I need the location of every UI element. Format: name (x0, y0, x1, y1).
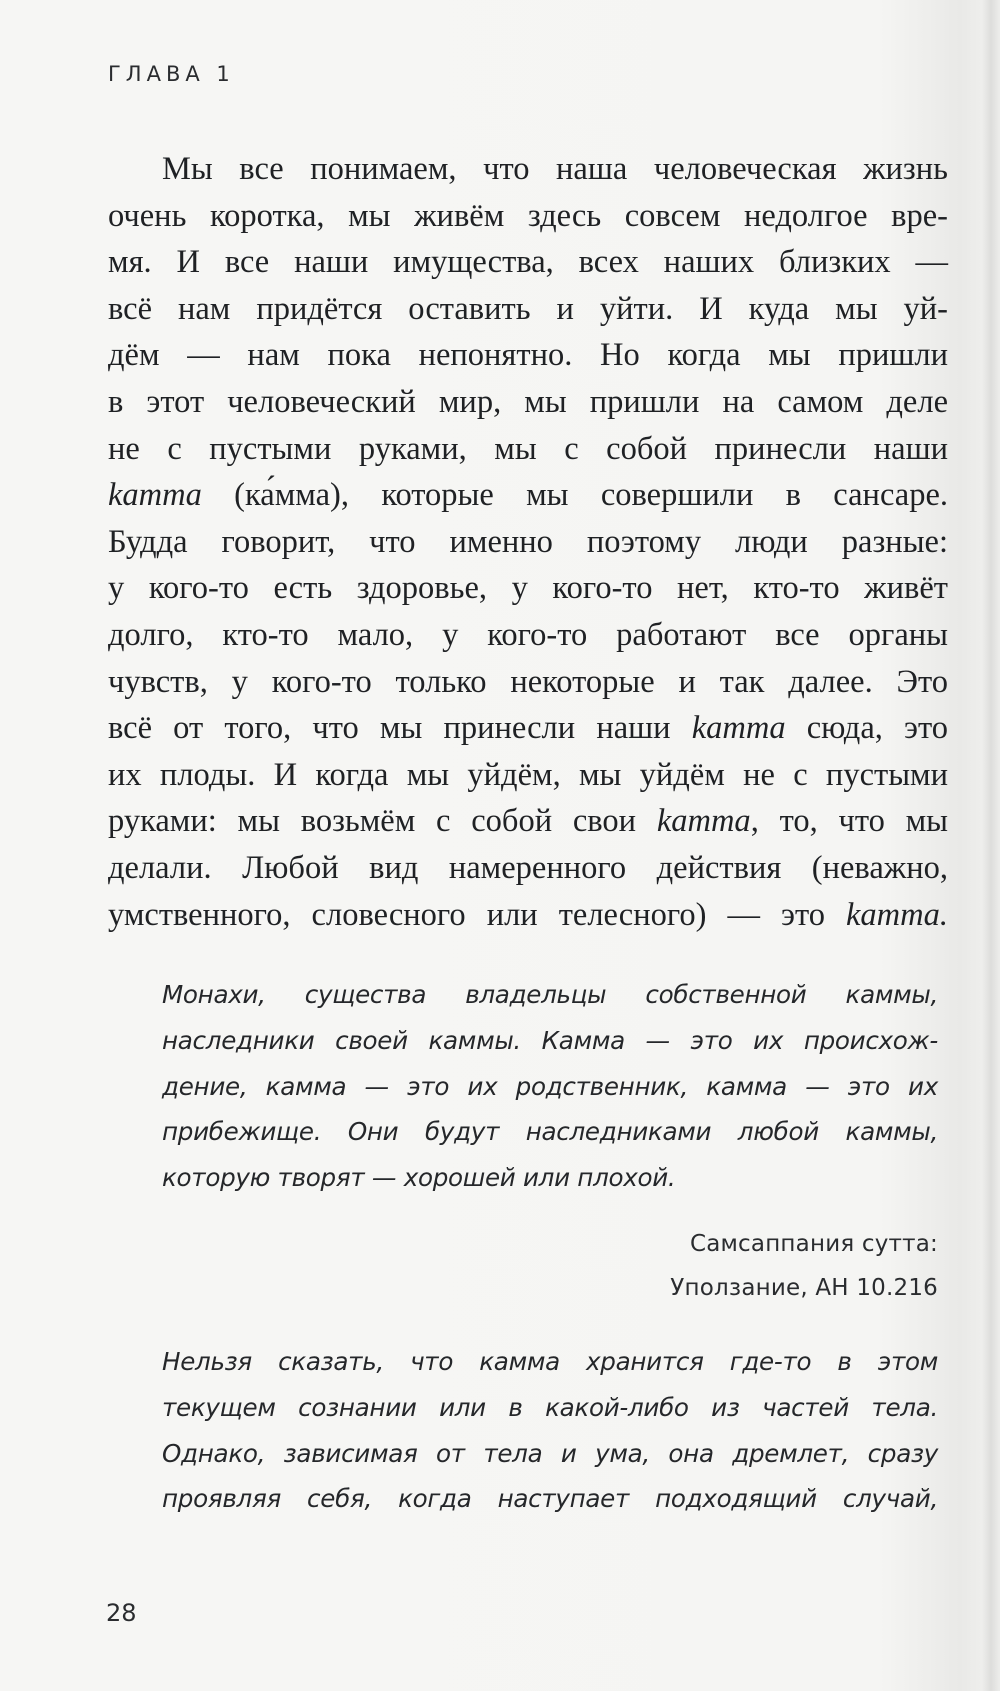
term-kamma: kamma. (846, 896, 948, 933)
body-line: их плоды. И когда мы уйдём, мы уйдём не с пустыми (108, 756, 948, 793)
body-line-text: руками: мы возьмём с собой свои (108, 803, 657, 840)
quote-line: наследники своей каммы. Камма — это их происхож- (162, 1025, 938, 1055)
body-line-text: сюда, это (785, 710, 948, 747)
attribution-line: Самсаппания сутта: (689, 1231, 938, 1257)
running-head: ГЛАВА 1 (108, 62, 235, 86)
body-line (108, 892, 948, 939)
body-line-text: , то, что мы (750, 803, 949, 840)
term-kamma: kamma (656, 803, 751, 840)
body-line: дём — нам пока непонятно. Но когда мы пришли (108, 337, 948, 374)
term-kamma: kamma (691, 710, 786, 747)
quote-attribution (670, 1222, 938, 1310)
body-line-text: умственного, словесного или телесного) — это (108, 896, 846, 933)
body-paragraph (108, 146, 948, 938)
body-line: мя. И все наши имущества, всех наших близких — (108, 244, 948, 281)
quote-line: Монахи, существа владельцы собственной каммы, (162, 980, 938, 1009)
body-line (108, 798, 948, 845)
body-line: всё нам придётся оставить и уйти. И куда мы уй- (108, 290, 948, 327)
body-line (108, 472, 948, 519)
quote-line: прибежище. Они будут наследниками любой каммы, (162, 1117, 938, 1147)
quote-block (162, 1339, 938, 1522)
body-line: чувств, у кого-то только некоторые и так далее. Это (108, 663, 948, 700)
body-line-text: всё от того, что мы принесли наши (108, 710, 692, 747)
body-line: у кого-то есть здоровье, у кого-то нет, кто-то живёт (108, 570, 948, 607)
page-edge-shadow (982, 0, 1000, 1691)
quote-line: проявляя себя, когда наступает подходящий случай, (162, 1484, 938, 1514)
attribution-line: Уползание, АН 10.216 (670, 1275, 938, 1301)
quote-line: которую творят — хорошей или плохой. (162, 1163, 676, 1193)
quote-line: текущем сознании или в какой-либо из частей тела. (162, 1392, 938, 1422)
quote-line: дение, камма — это их родственник, камма — это их (162, 1071, 938, 1101)
page-number: 28 (106, 1599, 137, 1627)
body-line: Будда говорит, что именно поэтому люди разные: (108, 523, 948, 560)
quote-line: Однако, зависимая от тела и ума, она дремлет, сразу (162, 1438, 938, 1468)
body-line: Мы все понимаем, что наша человеческая жизнь (162, 151, 948, 187)
quote-line: Нельзя сказать, что камма хранится где-то в этом (162, 1347, 938, 1376)
body-line: долго, кто-то мало, у кого-то работают все органы (108, 616, 948, 653)
term-kamma: kamma (108, 477, 202, 514)
body-line: очень коротка, мы живём здесь совсем недолгое вре- (108, 197, 948, 234)
body-line: не с пустыми руками, мы с собой принесли наши (108, 430, 948, 467)
body-line (108, 705, 948, 752)
body-line-text: (ка́мма), которые мы совершили в сансаре. (201, 477, 948, 514)
body-line: делали. Любой вид намеренного действия (неважно, (108, 849, 948, 886)
quote-block (162, 972, 938, 1201)
body-line: в этот человеческий мир, мы пришли на самом деле (108, 383, 948, 420)
